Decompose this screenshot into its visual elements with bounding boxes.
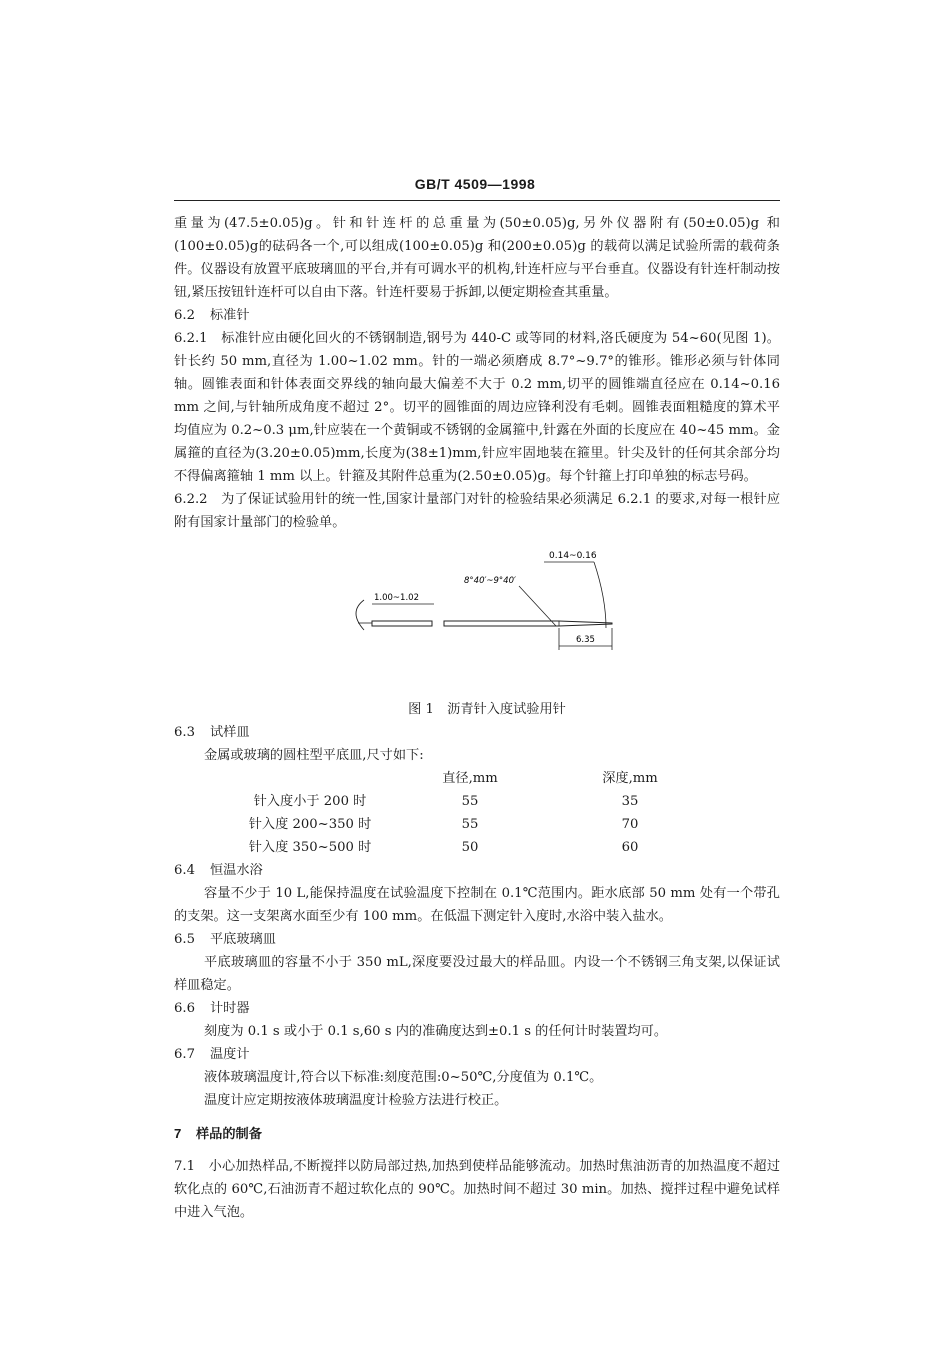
- page-header: GB/T 4509—1998: [414, 176, 536, 192]
- table-header-row: [210, 767, 730, 790]
- section-7-heading: 7 样品的制备: [174, 1126, 262, 1141]
- section-6-7-text1: 液体玻璃温度计,符合以下标准:刻度范围:0~50℃,分度值为 0.1℃。: [204, 1070, 603, 1085]
- section-7-1: 7.1 小心加热样品,不断搅拌以防局部过热,加热到使样品能够流动。加热时焦油沥青的加热温度不超过软化点的 60℃,石油沥青不超过软化点的 90℃。加热时间不超过 30 min。加热、搅拌过程中避免试样中进入气泡。: [174, 1159, 781, 1220]
- dim-len-label: 6.35: [576, 635, 595, 645]
- figure-needle: [174, 538, 780, 698]
- dim-tip-label: 0.14~0.16: [549, 551, 597, 561]
- section-6-4-heading: 6.4 恒温水浴: [174, 863, 263, 878]
- intro-paragraph: 重量为(47.5±0.05)g。针和针连杆的总重量为(50±0.05)g,另外仪器附有(50±0.05)g 和(100±0.05)g的砝码各一个,可以组成(100±0.05)g 和(200±0.05)g 的载荷以满足试验所需的载荷条件。仪器设有放置平底玻璃皿的平台,并有可调水平的机构,针连杆应与平台垂直。仪器设有针连杆制动按钮,紧压按钮针连杆可以自由下落。针连杆要易于拆卸,以便定期检查其重量。: [174, 216, 780, 300]
- section-6-6-text: 刻度为 0.1 s 或小于 0.1 s,60 s 内的准确度达到±0.1 s 的任何计时装置均可。: [204, 1024, 668, 1039]
- dim-dia-label: 1.00~1.02: [374, 593, 419, 603]
- dish-dimensions-table: [210, 767, 730, 859]
- section-6-4-text: 容量不少于 10 L,能保持温度在试验温度下控制在 0.1℃范围内。距水底部 50 mm 处有一个带孔的支架。这一支架离水面至少有 100 mm。在低温下测定针入度时,水浴中装入盐水。: [174, 886, 780, 924]
- section-6-2-1: 6.2.1 标准针应由硬化回火的不锈钢制造,钢号为 440-C 或等同的材料,洛氏硬度为 54~60(见图 1)。针长约 50 mm,直径为 1.00~1.02 mm。针的一端必须磨成 8.7°~9.7°的锥形。锥形必须与针体同轴。圆锥表面和针体表面交界线的轴向最大偏差不大于 0.2 mm,切平的圆锥端直径应在 0.14~0.16 mm 之间,与针轴所成角度不超过 2°。切平的圆锥面的周边应锋利没有毛刺。圆锥表面粗糙度的算术平均值应为 0.2~0.3 μm,针应装在一个黄铜或不锈钢的金属箍中,针露在外面的长度应在 40~45 mm。金属箍的直径为(3.20±0.05)mm,长度为(38±1)mm,针应牢固地装在箍里。针尖及针的任何其余部分均不得偏离箍轴 1 mm 以上。针箍及其附件总重为(2.50±0.05)g。每个针箍上打印单独的标志号码。: [174, 331, 780, 484]
- col-depth-header: 深度,mm: [602, 771, 658, 786]
- table-row: 针入度 200~350 时 55 70: [248, 817, 639, 832]
- section-6-3-heading: 6.3 试样皿: [174, 725, 250, 740]
- table-row: 针入度小于 200 时 55 35: [253, 794, 639, 809]
- section-6-2-heading: 6.2 标准针: [174, 308, 250, 323]
- needle-drawing: [344, 538, 634, 663]
- table-row: 针入度 350~500 时 50 60: [248, 840, 639, 855]
- section-6-5-heading: 6.5 平底玻璃皿: [174, 932, 276, 947]
- col-diameter-header: 直径,mm: [442, 771, 498, 786]
- document-body: [174, 212, 780, 1224]
- header-rule: [174, 200, 780, 201]
- figure-caption: 图 1 沥青针入度试验用针: [408, 702, 566, 717]
- section-6-7-text2: 温度计应定期按液体玻璃温度计检验方法进行校正。: [204, 1093, 508, 1108]
- section-6-6-heading: 6.6 计时器: [174, 1001, 250, 1016]
- section-6-2-2: 6.2.2 为了保证试验用针的统一性,国家计量部门对针的检验结果必须满足 6.2.1 的要求,对每一根针应附有国家计量部门的检验单。: [174, 492, 781, 530]
- section-6-7-heading: 6.7 温度计: [174, 1047, 250, 1062]
- dim-angle-label: 8°40′~9°40′: [464, 576, 516, 586]
- section-6-5-text: 平底玻璃皿的容量不小于 350 mL,深度要没过最大的样品皿。内设一个不锈钢三角支架,以保证试样皿稳定。: [174, 955, 780, 993]
- section-6-3-intro: 金属或玻璃的圆柱型平底皿,尺寸如下:: [204, 748, 424, 763]
